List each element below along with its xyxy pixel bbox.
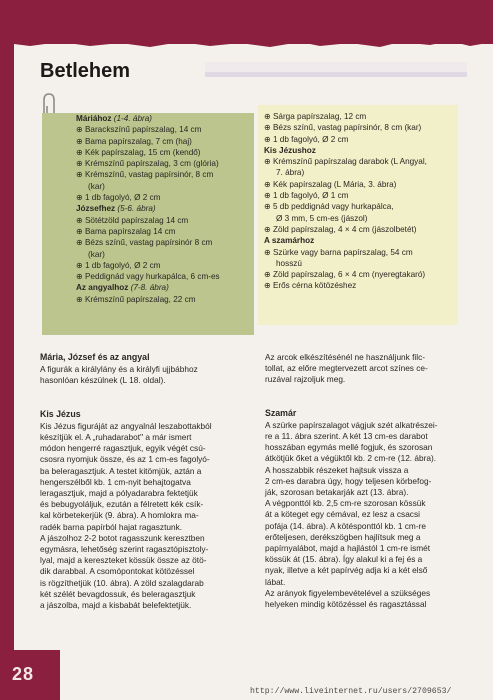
materials-item: ⊕ Krémszínű papírszalag, 22 cm — [76, 294, 252, 305]
materials-item-continuation: (kar) — [88, 181, 105, 191]
body-line: radék barna papírból hajat ragasztunk. — [40, 521, 183, 532]
materials-item: ⊕ Bézs színű, vastag papírsinór, 8 cm (kar) — [264, 122, 458, 133]
body-line: nyak, illetve a két papírvég adja ki a két első — [265, 565, 428, 576]
materials-item: ⊕ Zöld papírszalag, 6 × 4 cm (nyeregtakaró) — [264, 269, 458, 280]
body-line: egymásra, lehetőség szerint ragasztópisztoly- — [40, 544, 209, 555]
materials-heading-text: Kis Jézushoz — [264, 145, 316, 155]
materials-item: ⊕ Peddignád vagy hurkapálca, 6 cm-es — [76, 271, 252, 282]
body-line: dik darabbal. A csomópontokat kötözéssel — [40, 566, 195, 577]
materials-item: ⊕ Krémszínű papírszalag darabok (L Angyal, — [264, 156, 458, 167]
body-line: is rögzíthetjük (10. ábra). A zöld szalagdarab — [40, 577, 204, 588]
body-line: hosszában egymás mellé fogjuk, és szorosan — [265, 442, 433, 453]
section-heading: Szamár — [265, 407, 297, 418]
materials-item: ⊕ Kék papírszalag, 15 cm (kendő) — [76, 147, 252, 158]
body-line: hengerszélből kb. 1 cm-nyit behajtogatva — [40, 476, 191, 487]
materials-item: ⊕ 1 db fagolyó, Ø 2 cm — [76, 260, 252, 271]
materials-item: ⊕ 1 db fagolyó, Ø 2 cm — [264, 134, 458, 145]
body-line: re a 11. ábra szerint. A két 13 cm-es darabot — [265, 431, 428, 442]
materials-heading-text: A szamárhoz — [264, 236, 315, 246]
body-line: a jászolba, majd a kisbabát belefektetjük. — [40, 600, 192, 611]
body-line: Az arcok elkészítésénél ne használjunk filc- — [265, 352, 426, 362]
body-line: helyeken mindig kötözéssel és ragasztással — [265, 599, 427, 610]
materials-heading — [76, 113, 252, 124]
body-line: kössük át (15. ábra). Így alakul ki a fej és a — [265, 554, 423, 565]
body-text-right — [265, 352, 465, 610]
materials-heading — [264, 235, 458, 246]
decorative-rule — [205, 58, 467, 86]
materials-heading-note: (1-4. ábra) — [111, 114, 152, 123]
paragraph-gap — [265, 386, 465, 397]
body-line: Az arányok figyelembevételével a szükséges — [265, 587, 431, 598]
body-line: csosra nyomjuk össze, és az 1 cm-es fagolyó- — [40, 454, 210, 465]
body-line: A jászolhoz 2-2 botot ragasszunk keresztben — [40, 532, 205, 543]
materials-heading-text: Máriához — [76, 114, 112, 123]
materials-item-continuation: 7. ábra) — [276, 168, 305, 178]
body-line: ba beleragasztjuk. A testet kitömjük, aztán a — [40, 465, 202, 476]
body-line: át a köteget egy cémával, ez lesz a csacsi — [265, 509, 420, 520]
body-line: 2 cm-es darabra úgy, hogy teljesen körbefog- — [265, 475, 432, 486]
body-line: A végponttól kb. 2,5 cm-re szorosan kössük — [265, 498, 426, 509]
body-line: papírnyalábot, majd a hajlástól 1 cm-re ismét — [265, 543, 431, 554]
page-title: Betlehem — [40, 60, 131, 82]
materials-item-continuation: hosszú — [276, 258, 302, 268]
materials-item-continuation: (kar) — [88, 249, 105, 259]
materials-item: ⊕ Krémszínű, vastag papírsinór, 8 cm — [76, 169, 252, 180]
body-line: átkötjük őket a végüktől kb. 2 cm-re (12. ábra). — [265, 453, 437, 464]
materials-item: ⊕ Kék papírszalag (L Mária, 3. ábra) — [264, 179, 458, 190]
materials-heading — [76, 282, 252, 293]
materials-item: ⊕ 1 db fagolyó, Ø 2 cm — [76, 192, 252, 203]
materials-list-left — [76, 113, 252, 305]
materials-item-continuation: Ø 3 mm, 5 cm-es (jászol) — [276, 213, 368, 223]
materials-item: ⊕ 5 db peddignád vagy hurkapálca, — [264, 201, 458, 212]
section-heading: Mária, József és az angyal — [40, 352, 150, 362]
section-heading: Kis Jézus — [40, 408, 81, 419]
body-line: leragasztjuk, majd a pólyadarabra fektetjük — [40, 488, 198, 499]
materials-heading-text: Az angyalhoz — [76, 283, 129, 293]
materials-heading-note: (5-6. ábra) — [115, 204, 156, 214]
body-text-left — [40, 352, 245, 611]
materials-item: ⊕ Bézs színű, vastag papírsinór 8 cm — [76, 237, 252, 248]
materials-item: ⊕ 1 db fagolyó, Ø 1 cm — [264, 190, 458, 201]
body-line: ják, szorosan betakarják azt (13. ábra). — [265, 487, 409, 498]
materials-item: ⊕ Zöld papírszalag, 4 × 4 cm (jászolbetét) — [264, 224, 458, 235]
body-line: pofája (14. ábra). A kötésponttól kb. 1 cm-re — [265, 520, 426, 531]
materials-item: ⊕ Bama papírszalag, 7 cm (haj) — [76, 136, 252, 147]
body-line: két szélét bevagdossuk, és beleragasztjuk — [40, 588, 196, 599]
torn-paper-edge — [0, 36, 493, 52]
source-url: http://www.liveinternet.ru/users/2709653/ — [250, 687, 452, 696]
materials-list-right — [264, 111, 458, 292]
page-number: 28 — [12, 664, 35, 684]
body-line: ruzával rajzoljuk meg. — [265, 374, 346, 385]
body-line: tollat, az előre megtervezett arcot színes ce- — [265, 363, 428, 374]
body-line: A figurák a királylány és a királyfi ujjbábhoz — [40, 364, 198, 375]
body-line: készítjük el. A „ruhadarabot" a már ismert — [40, 432, 192, 443]
body-line: és bebugyoláljuk, ezután a félretett kék csík- — [40, 499, 204, 510]
body-line: Kis Jézus figuráját az angyalnál leszabottakból — [40, 420, 212, 431]
left-color-band — [0, 44, 14, 700]
materials-item: ⊕ Barackszínű papírszalag, 14 cm — [76, 124, 252, 135]
materials-item: ⊕ Szürke vagy barna papírszalag, 54 cm — [264, 247, 458, 258]
materials-heading-note: (7-8. ábra) — [128, 283, 169, 293]
paragraph-gap — [40, 387, 245, 398]
body-line: A szürke papírszalagot vágjuk szét alkatrészei- — [265, 419, 438, 430]
body-line: lábat. — [265, 576, 286, 587]
materials-heading-text: Józsefhez — [76, 204, 116, 214]
body-line: A hosszabbik részeket hajtsuk vissza a — [265, 464, 409, 475]
body-line: lyal, majd a kereszteket kössük össze az ötö- — [40, 555, 207, 566]
materials-heading — [76, 203, 252, 214]
paragraph-gap — [265, 397, 465, 408]
body-line: hasonlóan készülnek (L 18. oldal). — [40, 375, 166, 386]
materials-heading — [264, 145, 458, 156]
materials-item: ⊕ Sárga papírszalag, 12 cm — [264, 111, 458, 122]
body-line: kal körbetekerjük (9. ábra). A homlokra ma- — [40, 510, 199, 521]
body-line: erőteljesen, derékszögben hajlítsuk meg a — [265, 531, 421, 542]
materials-item: ⊕ Sötétzöld papírszalag 14 cm — [76, 215, 252, 226]
paragraph-gap — [40, 398, 245, 409]
body-line: módon hengerré ragasztjuk, egyik végét csú- — [40, 443, 206, 454]
materials-item: ⊕ Erős cérna kötözéshez — [264, 280, 458, 291]
materials-item: ⊕ Bama papírszalag 14 cm — [76, 226, 252, 237]
materials-item: ⊕ Krémszínű papírszalag, 3 cm (glória) — [76, 158, 252, 169]
